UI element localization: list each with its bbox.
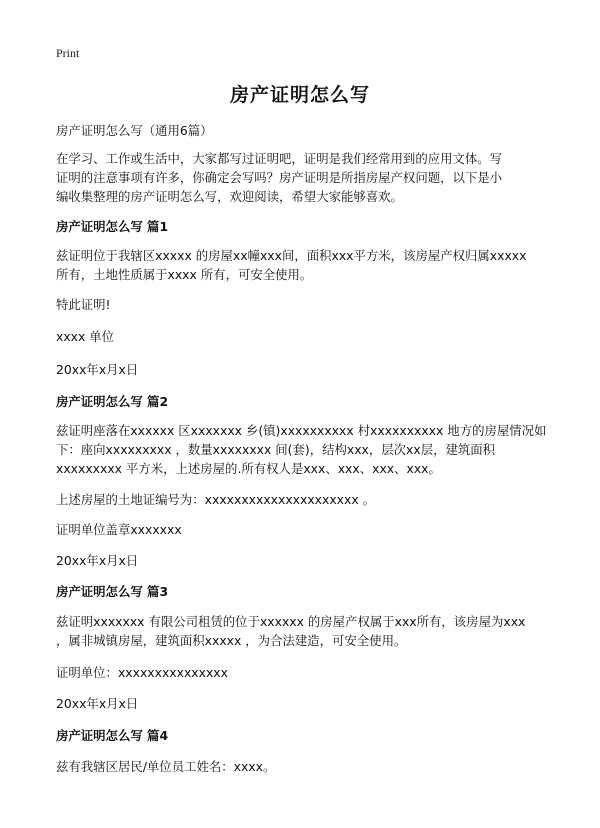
section-1-heading: 房产证明怎么写 篇1: [56, 219, 169, 234]
body-line: 兹证明座落在xxxxxx 区xxxxxxx 乡(镇)xxxxxxxxxx 村xxxxxxxxxx 地方的房屋情况如: [56, 423, 547, 438]
section-1-unit: xxxx 单位: [56, 329, 115, 344]
body-line: ，属非城镇房屋，建筑面积xxxxx ，为合法建造，可安全使用。: [56, 633, 407, 648]
body-line: 兹证明位于我辖区xxxxx 的房屋xx幢xxx间，面积xxx平方米，该房屋产权归属xxxxx: [56, 248, 527, 263]
document-subtitle: 房产证明怎么写（通用6篇）: [56, 123, 213, 138]
body-line: 兹有我辖区居民/单位员工姓名：xxxx。: [56, 759, 276, 774]
section-3-date: 20xx年x月x日: [56, 696, 139, 711]
print-link[interactable]: Print: [56, 46, 80, 60]
intro-line: 编收集整理的房产证明怎么写，欢迎阅读，希望大家能够喜欢。: [56, 189, 403, 204]
body-line: xxxxxxxxx 平方米，上述房屋的.所有权人是xxx、xxx、xxx、xxx。: [56, 461, 441, 476]
section-1-date: 20xx年x月x日: [56, 362, 139, 377]
page-title: 房产证明怎么写: [229, 84, 370, 106]
section-4-heading: 房产证明怎么写 篇4: [56, 728, 169, 743]
section-1-body: [56, 246, 548, 284]
intro-line: 证明的注意事项有许多，你确定会写吗？房产证明是所指房屋产权问题，以下是小: [56, 170, 503, 185]
intro-paragraph: [56, 149, 548, 206]
intro-line: 在学习、工作或生活中，大家都写过证明吧，证明是我们经常用到的应用文体。写: [56, 151, 503, 166]
section-2-seal: 证明单位盖章xxxxxxx: [56, 522, 182, 537]
body-line: 所有，土地性质属于xxxx 所有，可安全使用。: [56, 267, 313, 282]
section-2-body: [56, 421, 548, 478]
section-3-unit: 证明单位：xxxxxxxxxxxxxxx: [56, 665, 228, 680]
body-line: 下：座向xxxxxxxxx ，数量xxxxxxxx 间(套)，结构xxx，层次xx层，建筑面积: [56, 442, 496, 457]
section-2-land-number: 上述房屋的土地证编号为：xxxxxxxxxxxxxxxxxxxxx 。: [56, 492, 376, 507]
section-2-heading: 房产证明怎么写 篇2: [56, 394, 169, 409]
section-3-body: [56, 612, 548, 650]
section-3-heading: 房产证明怎么写 篇3: [56, 584, 169, 599]
section-1-special: 特此证明!: [56, 297, 111, 312]
body-line: 兹证明xxxxxxx 有限公司租赁的位于xxxxxx 的房屋产权属于xxx所有，该房屋为xxx: [56, 614, 526, 629]
section-4-body: [56, 757, 548, 776]
section-2-date: 20xx年x月x日: [56, 553, 139, 568]
